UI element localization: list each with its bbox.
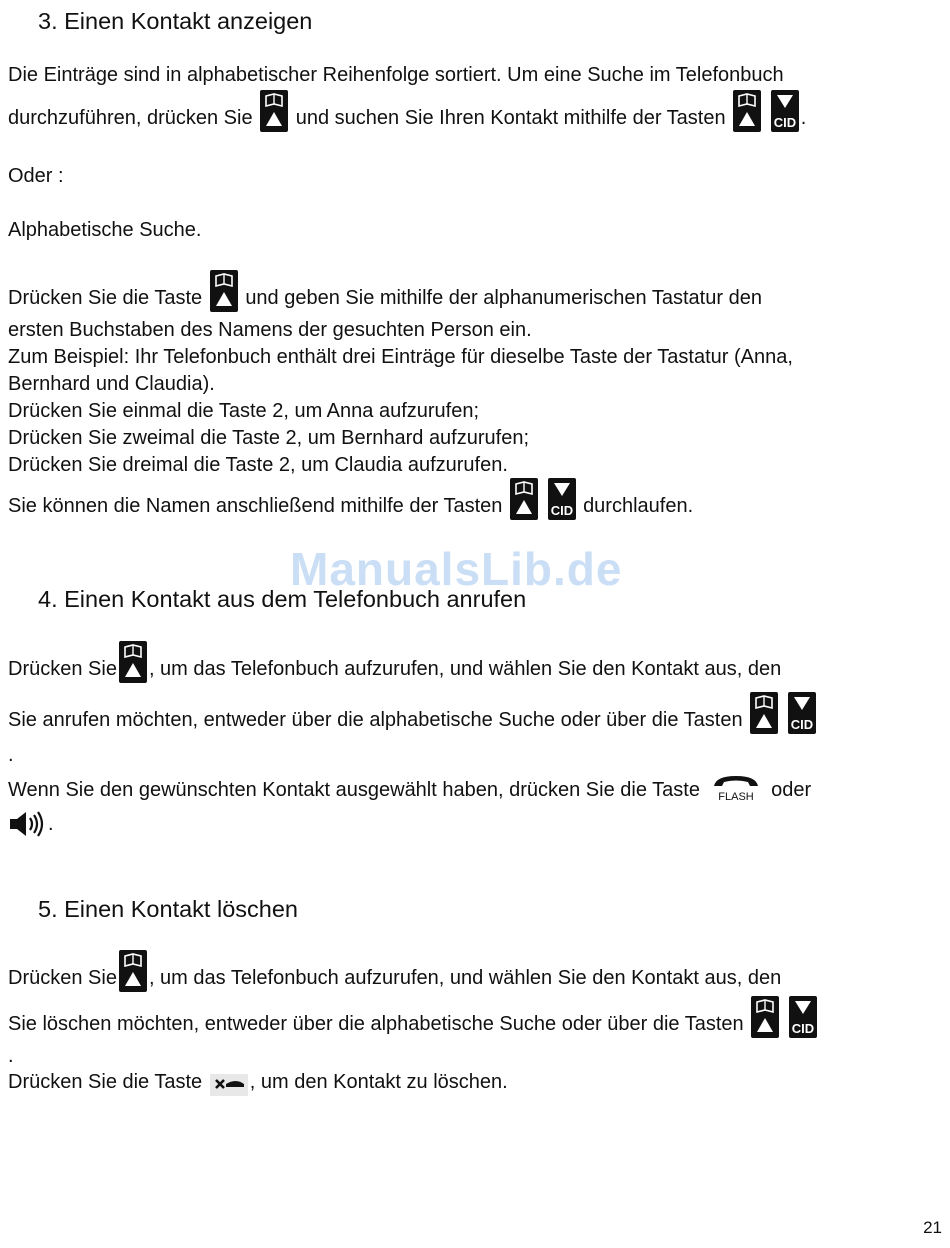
svg-text:CID: CID xyxy=(791,1021,815,1036)
section-3-line-4: ersten Buchstaben des Namens der gesuchten Person ein. xyxy=(8,319,532,341)
text-segment: und geben Sie mithilfe der alphanumerischen Tastatur den xyxy=(245,287,762,309)
section-4-dot: . xyxy=(8,744,14,766)
phonebook-up-key-icon xyxy=(510,478,538,520)
section-5-line-2 xyxy=(8,996,819,1038)
cid-down-key-icon xyxy=(789,996,817,1038)
text-segment: und suchen Sie Ihren Kontakt mithilfe der Tasten xyxy=(295,107,726,129)
svg-text:CID: CID xyxy=(550,503,573,518)
flash-talk-key-icon xyxy=(708,774,764,804)
phonebook-up-key-icon xyxy=(119,641,147,683)
text-segment: Drücken Sie die Taste xyxy=(8,287,203,309)
svg-text:CID: CID xyxy=(773,115,796,130)
text-segment: durchlaufen. xyxy=(583,495,694,517)
section-4-line-2 xyxy=(8,692,818,734)
cid-down-key-icon xyxy=(788,692,816,734)
section-5-dot: . xyxy=(8,1045,14,1067)
text-segment: Drücken Sie xyxy=(8,967,117,989)
text-segment: Sie können die Namen anschließend mithilfe der Tasten xyxy=(8,495,503,517)
text-segment: Drücken Sie die Taste xyxy=(8,1071,203,1093)
text-segment: Sie anrufen möchten, entweder über die alphabetische Suche oder über die Tasten xyxy=(8,709,743,731)
speaker-key-icon xyxy=(8,810,46,838)
end-call-key-icon xyxy=(210,1074,248,1096)
phonebook-up-key-icon xyxy=(733,90,761,132)
section-5-line-3 xyxy=(8,1069,508,1096)
watermark: ManualsLib.de xyxy=(290,543,623,595)
text-segment: oder xyxy=(771,779,812,801)
section-3-line-5: Zum Beispiel: Ihr Telefonbuch enthält drei Einträge für dieselbe Taste der Tastatur (Anna, xyxy=(8,346,793,368)
phonebook-up-key-icon xyxy=(750,692,778,734)
text-segment: Drücken Sie xyxy=(8,658,117,680)
svg-text:FLASH: FLASH xyxy=(717,791,754,803)
phonebook-up-key-icon xyxy=(119,950,147,992)
section-3-line-10 xyxy=(8,478,693,520)
phonebook-up-key-icon xyxy=(751,996,779,1038)
section-5-line-1 xyxy=(8,950,781,992)
section-4-line-1 xyxy=(8,641,781,683)
text-segment: . xyxy=(48,813,54,835)
phonebook-up-key-icon xyxy=(260,90,288,132)
phonebook-up-key-icon xyxy=(210,270,238,312)
section-4-line-3 xyxy=(8,774,811,804)
section-3-line-2 xyxy=(8,90,806,132)
oder-line: Oder : xyxy=(8,165,64,187)
section-3-line-7: Drücken Sie einmal die Taste 2, um Anna aufzurufen; xyxy=(8,400,480,422)
text-segment: , um das Telefonbuch aufzurufen, und wählen Sie den Kontakt aus, den xyxy=(148,967,782,989)
text-segment: Wenn Sie den gewünschten Kontakt ausgewählt haben, drücken Sie die Taste xyxy=(8,779,700,801)
svg-text:CID: CID xyxy=(790,717,813,732)
page-number: 21 xyxy=(923,1218,942,1237)
section-5-heading: 5. Einen Kontakt löschen xyxy=(38,896,298,922)
section-4-heading: 4. Einen Kontakt aus dem Telefonbuch anrufen xyxy=(38,586,527,612)
alphabetic-search-label: Alphabetische Suche. xyxy=(8,219,202,241)
text-segment: . xyxy=(800,107,807,129)
cid-down-key-icon xyxy=(771,90,799,132)
section-3-line-9: Drücken Sie dreimal die Taste 2, um Claudia aufzurufen. xyxy=(8,454,508,476)
text-segment: , um das Telefonbuch aufzurufen, und wählen Sie den Kontakt aus, den xyxy=(148,658,782,680)
section-3-line-8: Drücken Sie zweimal die Taste 2, um Bernhard aufzurufen; xyxy=(8,427,530,449)
section-3-line-1: Die Einträge sind in alphabetischer Reihenfolge sortiert. Um eine Suche im Telefonbuch xyxy=(8,64,784,86)
section-3-heading: 3. Einen Kontakt anzeigen xyxy=(38,8,313,34)
section-3-line-6: Bernhard und Claudia). xyxy=(8,373,215,395)
section-3-line-3 xyxy=(8,270,762,312)
cid-down-key-icon xyxy=(548,478,576,520)
text-segment: Sie löschen möchten, entweder über die alphabetische Suche oder über die Tasten xyxy=(8,1013,744,1035)
text-segment: , um den Kontakt zu löschen. xyxy=(249,1071,508,1093)
section-4-line-4 xyxy=(8,810,54,838)
text-segment: durchzuführen, drücken Sie xyxy=(8,107,253,129)
